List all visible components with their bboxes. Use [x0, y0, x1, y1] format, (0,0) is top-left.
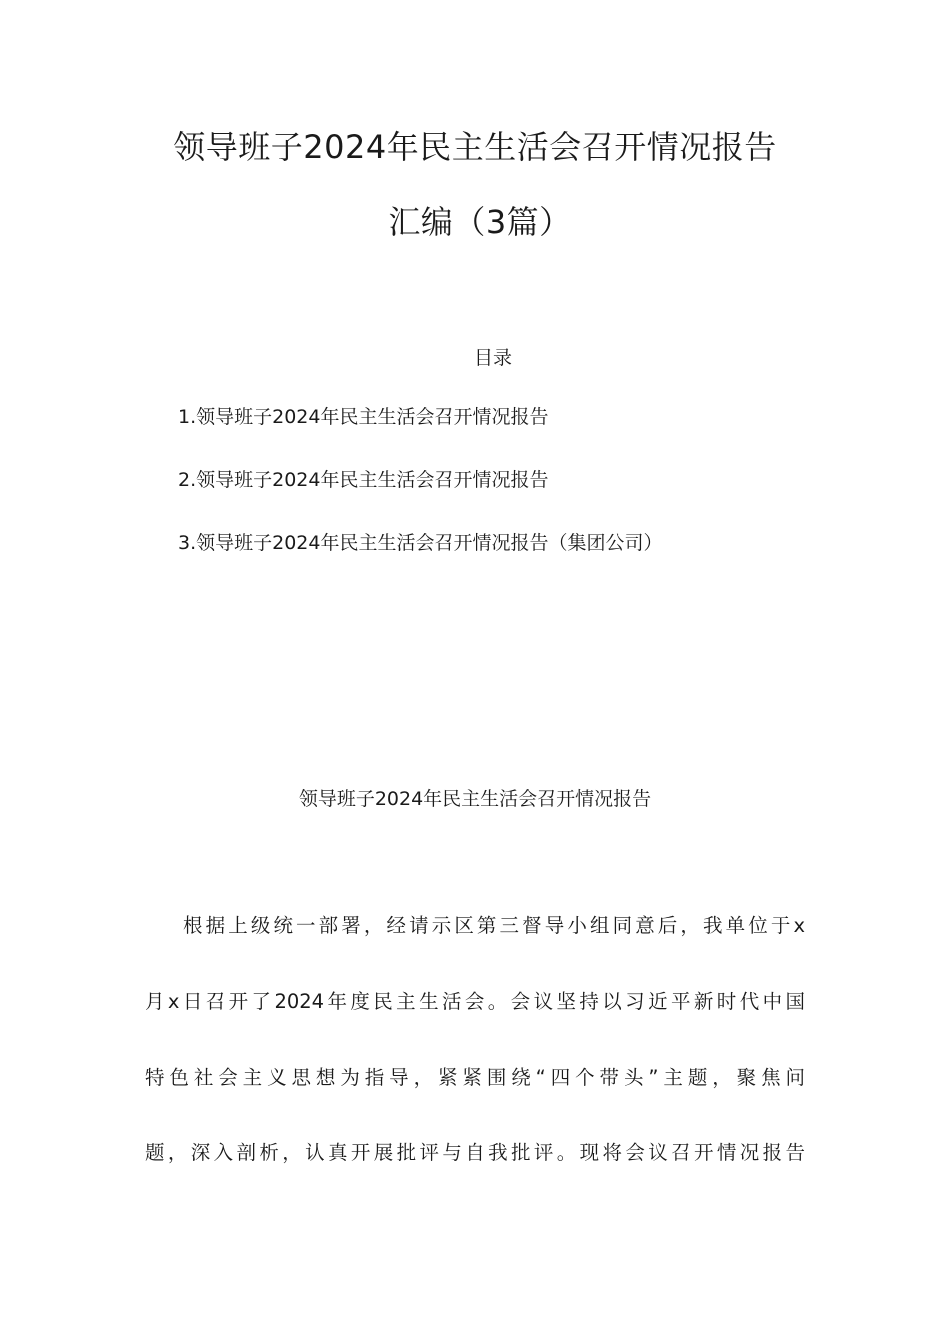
toc-item: 1.领导班子2024年民主生活会召开情况报告: [178, 406, 549, 428]
section-title: 领导班子2024年民主生活会召开情况报告: [298, 788, 652, 810]
toc-item: 2.领导班子2024年民主生活会召开情况报告: [178, 469, 549, 491]
toc-heading: 目录: [473, 347, 512, 369]
toc-item: 3.领导班子2024年民主生活会召开情况报告（集团公司）: [178, 532, 663, 554]
document-title-line-1: 领导班子2024年民主生活会召开情况报告: [173, 128, 777, 166]
document-title-line-2: 汇编（3篇）: [388, 203, 572, 241]
paragraph-line: 题，深入剖析，认真开展批评与自我批评。现将会议召开情况报告: [145, 1141, 805, 1164]
paragraph-line: 根据上级统一部署，经请示区第三督导小组同意后，我单位于x: [183, 914, 805, 937]
paragraph-line: 月x日召开了2024年度民主生活会。会议坚持以习近平新时代中国: [145, 990, 805, 1013]
paragraph-line: 特色社会主义思想为指导，紧紧围绕“四个带头”主题，聚焦问: [145, 1066, 805, 1089]
